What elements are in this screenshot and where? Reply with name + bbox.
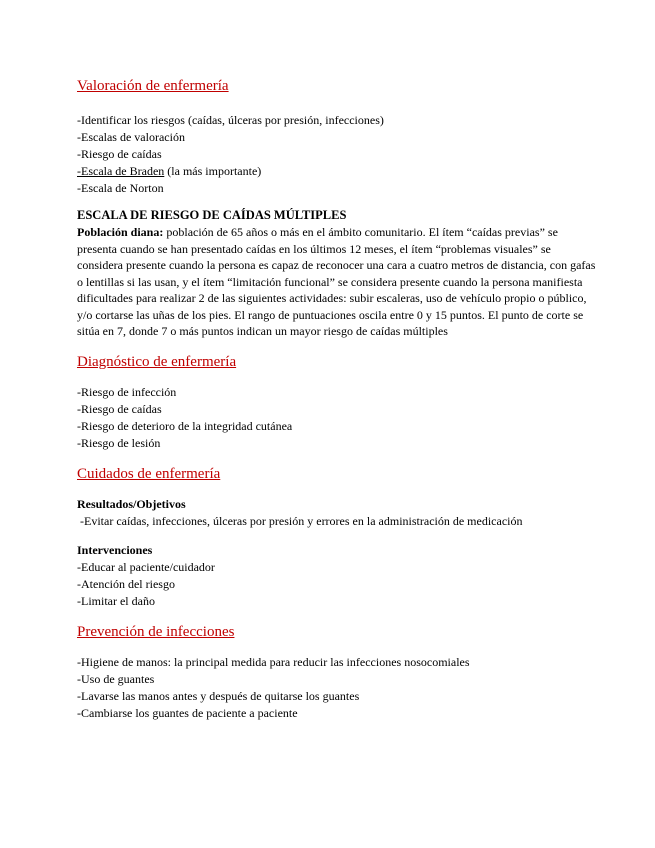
list-item: -Riesgo de caídas (77, 401, 162, 416)
list-item: -Identificar los riesgos (caídas, úlceras por presión, infecciones) (77, 113, 384, 127)
escala-label: Población diana: (77, 225, 164, 239)
intervenciones-title: Intervenciones (77, 542, 153, 557)
escala-title: ESCALA DE RIESGO DE CAÍDAS MÚLTIPLES (77, 208, 347, 222)
resultados-title: Resultados/Objetivos (77, 496, 186, 511)
list-item: -Riesgo de infección (77, 384, 177, 399)
prevencion-list (77, 654, 597, 722)
braden-note: (la más importante) (164, 164, 262, 178)
valoracion-list (77, 112, 597, 197)
list-item: -Higiene de manos: la principal medida para reducir las infecciones nosocomiales (77, 654, 470, 669)
list-item: -Escalas de valoración (77, 130, 185, 144)
cuidados-heading[interactable]: Cuidados de enfermería (77, 465, 221, 482)
list-item: -Riesgo de lesión (77, 435, 161, 450)
list-item-braden (77, 163, 597, 180)
resultados-list (77, 513, 597, 530)
braden-link[interactable]: -Escala de Braden (77, 164, 165, 178)
list-item: -Riesgo de caídas (77, 147, 162, 161)
diagnostico-list (77, 384, 597, 452)
prevencion-heading[interactable]: Prevención de infecciones (77, 623, 235, 640)
list-item: -Escala de Norton (77, 181, 164, 195)
escala-paragraph (77, 224, 597, 340)
list-item: -Uso de guantes (77, 671, 155, 686)
list-item: -Riesgo de deterioro de la integridad cutánea (77, 418, 293, 433)
list-item: -Evitar caídas, infecciones, úlceras por presión y errores en la administración de medicación (80, 513, 523, 528)
list-item: -Atención del riesgo (77, 576, 175, 591)
list-item: -Educar al paciente/cuidador (77, 559, 215, 574)
list-item: -Lavarse las manos antes y después de quitarse los guantes (77, 688, 360, 703)
valoracion-heading[interactable]: Valoración de enfermería (77, 78, 229, 94)
document-content (77, 76, 597, 722)
escala-text: población de 65 años o más en el ámbito comunitario. El ítem “caídas previas” se presenta cuando se han presentado caídas en los últimos 12 meses, el ítem “problemas visuales” se considera presente cuando la persona es capaz de reconocer una cara a cuatro metros de distancia, con gafas o lentillas si las usan, y el ítem “limitación funcional” se considera presente cuando la persona manifiesta dificultades para realizar 2 de las siguientes actividades: subir escaleras, uso de vehículo propio o público, y/o cortarse las uñas de los pies. El rango de puntuaciones oscila entre 0 y 15 puntos. El punto de corte se sitúa en 7, donde 7 o más puntos indican un mayor riesgo de caídas múltiples (77, 225, 596, 338)
list-item: -Cambiarse los guantes de paciente a paciente (77, 705, 298, 720)
diagnostico-heading[interactable]: Diagnóstico de enfermería (77, 353, 237, 370)
list-item: -Limitar el daño (77, 593, 155, 608)
intervenciones-list (77, 559, 597, 610)
